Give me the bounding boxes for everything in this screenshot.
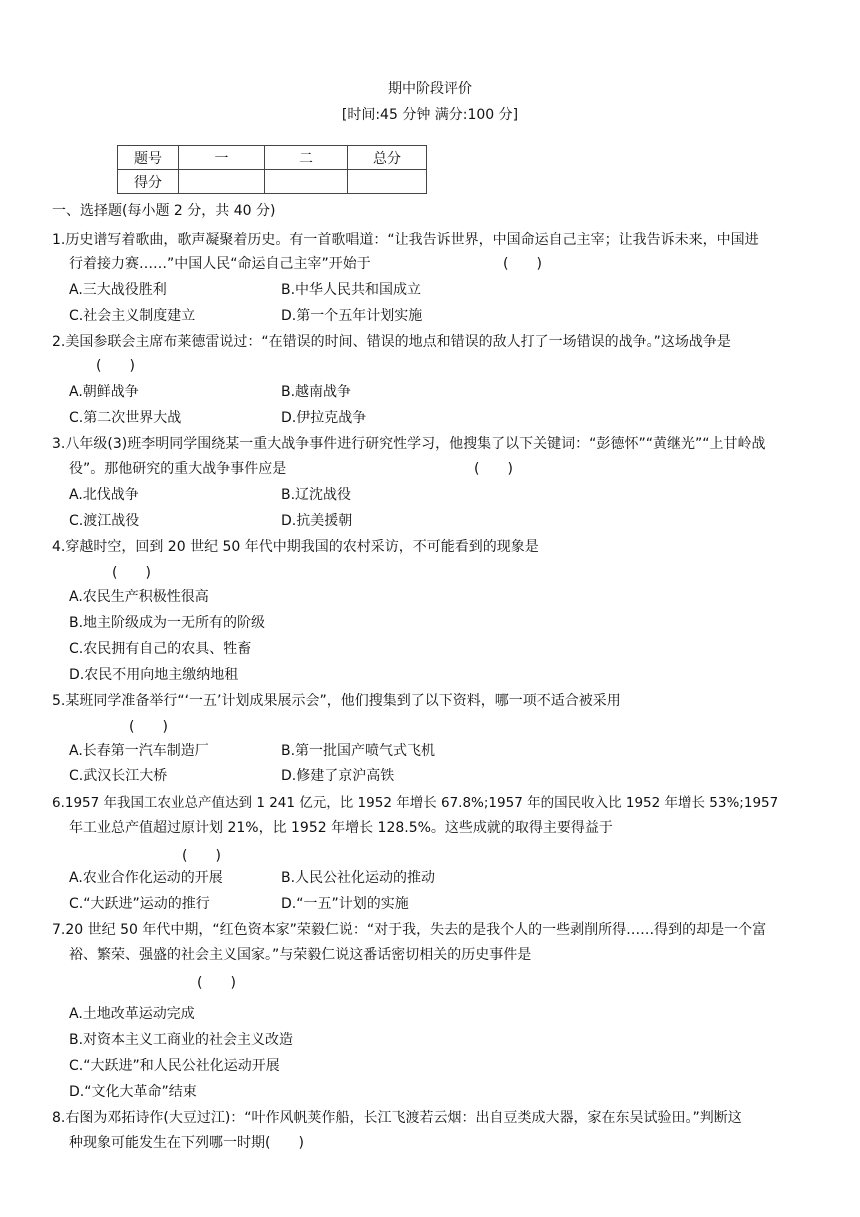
option-c: C.第二次世界大战 [69,410,182,426]
page-title: 期中阶段评价 [388,81,472,97]
option-a: A.朝鲜战争 [69,384,139,400]
option-d: D.抗美援朝 [281,513,353,529]
option-a: A.三大战役胜利 [69,282,167,298]
option-b: B.第一批国产喷气式飞机 [281,743,436,759]
table-header-cell: 题号 [118,146,179,170]
option-b: B.对资本主义工商业的社会主义改造 [69,1032,294,1048]
option-c: C.社会主义制度建立 [69,308,196,324]
question-stem-line: 8.右图为邓拓诗作(大豆过江)：“叶作风帆荚作船，长江飞渡若云烟：出自豆类成大器，家在东吴试验田。”判断这 [52,1110,742,1126]
score-cell [179,170,265,194]
score-cell [265,170,348,194]
page-subtitle: [时间:45 分钟 满分:100 分] [341,107,519,123]
answer-blank: ( ) [474,461,513,477]
answer-blank: ( ) [182,848,221,864]
option-b: B.中华人民共和国成立 [281,282,422,298]
section-title: 一、选择题(每小题 2 分，共 40 分) [52,203,276,219]
option-c: C.“大跃进”运动的推行 [69,896,210,912]
score-cell [348,170,427,194]
option-a: A.北伐战争 [69,487,139,503]
table-row-label: 得分 [118,170,179,194]
table-header-cell: 二 [265,146,348,170]
answer-blank: ( ) [503,256,542,272]
option-d: D.伊拉克战争 [281,410,367,426]
answer-blank: ( ) [112,565,151,581]
option-d: D.“文化大革命”结束 [69,1084,197,1100]
answer-blank: ( ) [129,719,168,735]
question-stem-line: 种现象可能发生在下列哪一时期( ) [69,1135,304,1151]
question-stem-line: 1.历史谱写着歌曲，歌声凝聚着历史。有一首歌唱道：“让我告诉世界，中国命运自己主宰；让我告诉未来，中国进 [52,232,759,248]
option-d: D.“一五”计划的实施 [281,896,409,912]
option-a: A.长春第一汽车制造厂 [69,743,209,759]
option-b: B.人民公社化运动的推动 [281,870,436,886]
question-stem-line: 5.某班同学准备举行“‘一五’计划成果展示会”，他们搜集到了以下资料，哪一项不适合被采用 [52,693,621,709]
option-b: B.越南战争 [281,384,352,400]
option-d: D.第一个五年计划实施 [281,308,423,324]
answer-blank: ( ) [197,975,236,991]
option-b: B.地主阶级成为一无所有的阶级 [69,615,266,631]
question-stem-line: 3.八年级(3)班李明同学围绕某一重大战争事件进行研究性学习，他搜集了以下关键词：“彭德怀”“黄继光”“上甘岭战 [52,436,766,452]
option-d: D.修建了京沪高铁 [281,768,395,784]
question-stem-line: 4.穿越时空，回到 20 世纪 50 年代中期我国的农村采访，不可能看到的现象是 [52,539,539,555]
question-stem-line: 役”。那他研究的重大战争事件应是 [69,461,287,477]
option-c: C.渡江战役 [69,513,140,529]
table-row [118,146,427,170]
question-stem-line: 7.20 世纪 50 年代中期，“红色资本家”荣毅仁说：“对于我，失去的是我个人的一些剥削所得……得到的却是一个富 [52,922,767,938]
option-c: C.“大跃进”和人民公社化运动开展 [69,1058,280,1074]
score-table [117,145,427,194]
option-c: C.武汉长江大桥 [69,768,168,784]
option-a: A.农民生产积极性很高 [69,589,209,605]
table-row [118,170,427,194]
question-stem-line: 2.美国参联会主席布莱德雷说过：“在错误的时间、错误的地点和错误的敌人打了一场错误的战争。”这场战争是 [52,334,731,350]
option-c: C.农民拥有自己的农具、牲畜 [69,641,252,657]
option-a: A.土地改革运动完成 [69,1006,195,1022]
question-stem-line: 年工业总产值超过原计划 21%，比 1952 年增长 128.5%。这些成就的取得主要得益于 [69,820,613,836]
option-b: B.辽沈战役 [281,487,352,503]
answer-blank: ( ) [96,358,135,374]
option-a: A.农业合作化运动的开展 [69,870,223,886]
table-header-cell: 一 [179,146,265,170]
question-stem-line: 行着接力赛……”中国人民“命运自己主宰”开始于 [69,256,371,272]
question-stem-line: 6.1957 年我国工农业总产值达到 1 241 亿元，比 1952 年增长 67.8%;1957 年的国民收入比 1952 年增长 53%;1957 [52,795,779,811]
table-header-cell: 总分 [348,146,427,170]
option-d: D.农民不用向地主缴纳地租 [69,667,239,683]
question-stem-line: 裕、繁荣、强盛的社会主义国家。”与荣毅仁说这番话密切相关的历史事件是 [69,947,532,963]
